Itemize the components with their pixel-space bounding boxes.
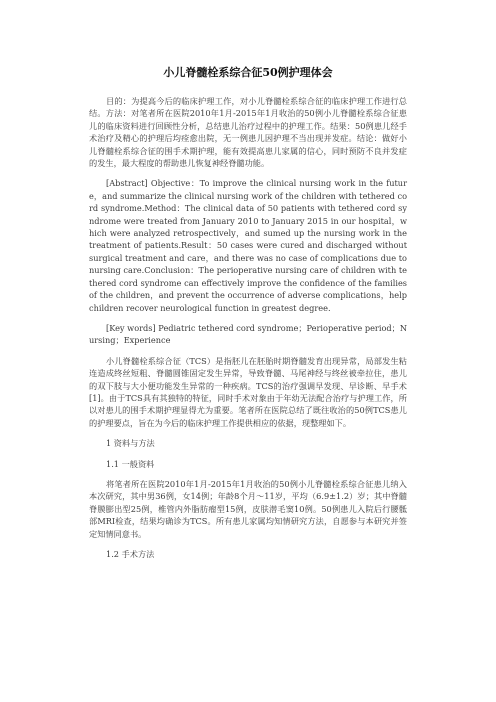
paper-title: 小儿脊髓栓系综合征50例护理体会 (163, 66, 333, 79)
introduction-paragraph: 小儿脊髓栓系综合征（TCS）是指胚儿在胚胎时期脊髓发育出现异常，局部发生粘连造成终丝短粗、脊髓圆锥固定发生异常，导致脊髓、马尾神经与终丝被牵拉住，患儿的双下肢与大小便功能发生异常的一种疾病。TCS的治疗强调早发现、早诊断、早手术[1]。由于TCS具有其独特的特征，同时手术对象由于年幼无法配合治疗与护理工作，所以对患儿的围手术期护理显得尤为重要。笔者所在医院总结了既往收治的50例TCS患儿的护理要点，旨在为今后的临床护理工作提供相应的依据，现整理如下。 (89, 355, 407, 428)
abstract-english: [Abstract] Objective：To improve the clinical nursing work in the future，and summarize the clinical nursing work of the children with tethered cord syndrome.Method：The clinical data of 50 patients with tethered cord syndrome were treated from January 2010 to January 2015 in our hospital，which were analyzed retrospectively，and sumed up the nursing work in the treatment of patients.Result：50 cases were cured and discharged without surgical treatment and care，and there was no case of complications due to nursing care.Conclusion：The perioperative nursing care of children with tethered cord syndrome can effectively improve the confidence of the families of the children，and prevent the occurrence of adverse complications，help children recover neurological function in greatest degree. (89, 178, 407, 313)
abstract-chinese: 目的：为提高今后的临床护理工作，对小儿脊髓栓系综合征的临床护理工作进行总结。方法：对笔者所在医院2010年1月-2015年1月收治的50例小儿脊髓栓系综合征患儿的临床资料进行回顾性分析，总结患儿治疗过程中的护理工作。结果：50例患儿经手术治疗及精心的护理后均痊愈出院，无一例患儿因护理不当出现并发症。结论：做好小儿脊髓栓系综合征的围手术期护理，能有效提高患儿家属的信心，同时预防不良并发症的发生，最大程度的帮助患儿恢复神经脊髓功能。 (89, 96, 407, 169)
general-data-paragraph: 将笔者所在医院2010年1月-2015年1月收治的50例小儿脊髓栓系综合征患儿纳入本次研究，其中男36例，女14例；年龄8个月～11岁，平均（6.9±1.2）岁；其中脊髓脊膜膨出型25例，椎管内外脂肪瘤型15例，皮肤潜毛窦10例。50例患儿入院后行腰骶部MRI检查，结果均确诊为TCS。所有患儿家属均知情研究方法，自愿参与本研究并签定知情同意书。 (89, 478, 407, 539)
keywords-english: [Key words] Pediatric tethered cord syndrome；Perioperative period；Nursing；Experience (89, 322, 407, 346)
section-heading-1-2: 1.2 手术方法 (106, 549, 155, 559)
section-heading-1: 1 资料与方法 (106, 438, 155, 449)
section-heading-1-1: 1.1 一般资料 (106, 458, 155, 469)
